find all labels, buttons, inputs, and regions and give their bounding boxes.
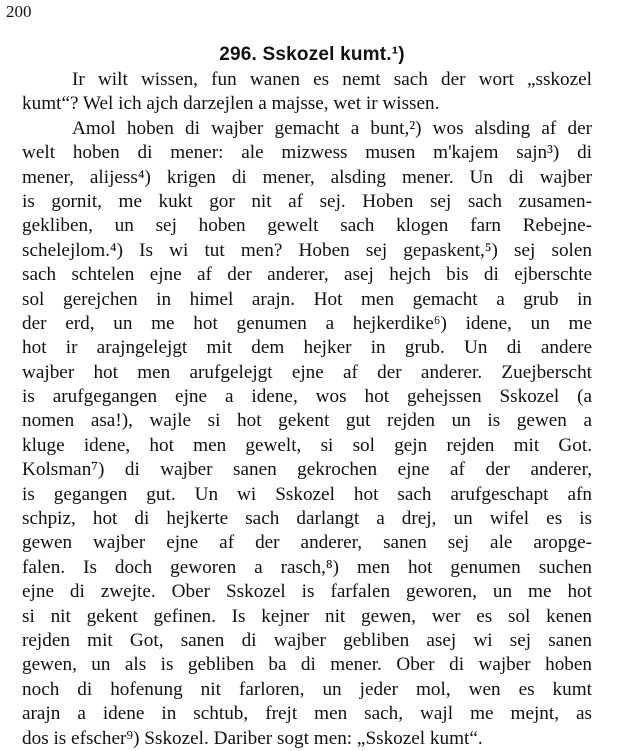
text-line: der erd, un me hot genumen a hejkerdike⁶) idene, un me (22, 312, 592, 334)
text-line: is gornit, me kukt gor nit af sej. Hoben sej sach zusamen- (22, 190, 592, 212)
text-line: nomen asa!), wajle si hot gekent gut rejden un is gewen a (22, 410, 592, 432)
story-title: 296. Sskozel kumt.¹) (219, 44, 405, 65)
text-line: gekliben, un sej hoben gewelt sach klogen farn Rebejne- (22, 215, 592, 237)
text-line: si nit gekent gefinen. Is kejner nit gewen, wer es sol kenen (22, 605, 592, 627)
text-line: rejden mit Got, sanen di wajber gebliben asej wi sej sanen (22, 629, 592, 651)
text-line: noch di hofenung nit farloren, un jeder mol, wen es kumt (22, 678, 592, 700)
text-line: dos is efscher⁹) Sskozel. Dariber sogt men: „Sskozel kumt“. (22, 727, 483, 749)
text-line: schpiz, hot di hejkerte sach darlangt a drej, un wifel es is (22, 508, 592, 530)
text-line: gewen, un als is gebliben ba di mener. Ober di wajber hoben (22, 654, 592, 676)
text-line: ejne di zwejte. Ober Sskozel is farfalen geworen, un me hot (22, 581, 592, 603)
story-body (22, 68, 592, 751)
text-line: sol gerejchen in himel arajn. Hot men gemacht a grub in (22, 288, 592, 310)
text-line: is arufgegangen ejne a idene, wos hot gehejssen Sskozel (a (22, 386, 592, 408)
page-number: 200 (6, 2, 32, 21)
text-line: hot ir arajngelejgt mit dem hejker in grub. Un di andere (22, 337, 592, 359)
text-line: schelejlom.⁴) Is wi tut men? Hoben sej gepaskent,⁵) sej solen (22, 239, 592, 261)
text-line: mener, alijess⁴) krigen di mener, alsding mener. Un di wajber (22, 166, 592, 188)
text-line: Ir wilt wissen, fun wanen es nemt sach der wort „sskozel (72, 69, 592, 90)
text-line: wajber hot men arufgelejgt ejne af der anderer. Zuejberscht (22, 361, 592, 383)
text-line: arajn a idene in schtub, frejt men sach, wajl me mejnt, as (22, 703, 592, 725)
text-line: Amol hoben di wajber gemacht a bunt,²) wos alsding af der (72, 117, 592, 139)
text-line: gewen wajber ejne af der anderer, sanen sej ale aropge- (22, 532, 592, 554)
text-line: kluge idene, hot men gewelt, si sol gejn rejden mit Got. (22, 434, 592, 456)
text-line: kumt“? Wel ich ajch darzejlen a majsse, wet ir wissen. (22, 93, 440, 115)
text-line: is gegangen gut. Un wi Sskozel hot sach arufgeschapt afn (22, 483, 592, 505)
text-line: Kolsman⁷) di wajber sanen gekrochen ejne af der anderer, (22, 459, 592, 481)
text-line: welt hoben di mener: ale mizwess musen m'kajem sajn³) di (22, 142, 592, 164)
text-line: sach schtelen ejne af der anderer, asej hejch bis di ejberschte (22, 264, 592, 286)
text-line: falen. Is doch geworen a rasch,⁸) men hot genumen suchen (22, 556, 592, 578)
